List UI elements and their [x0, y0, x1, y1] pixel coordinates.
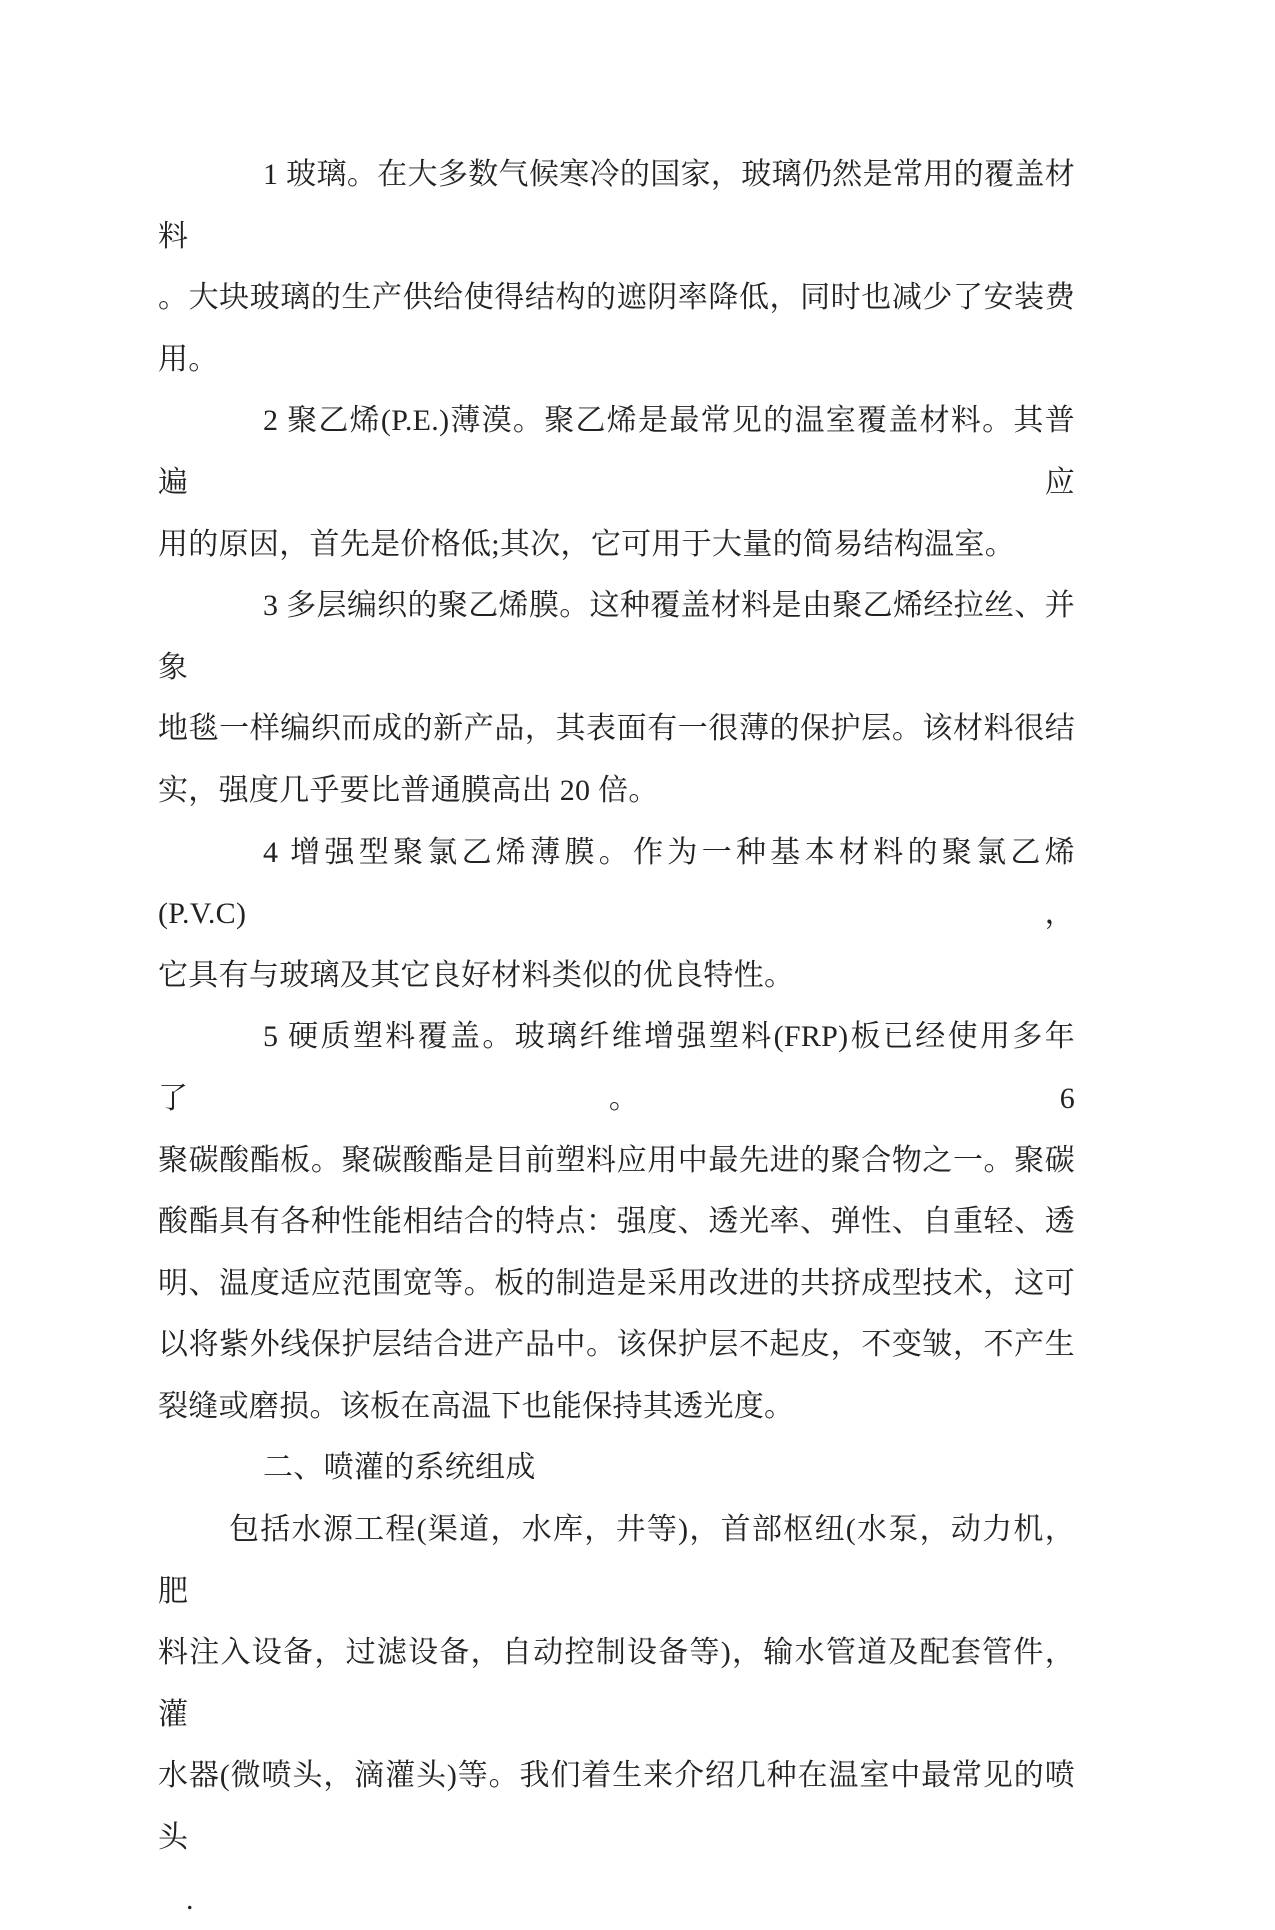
- text-line: 它具有与玻璃及其它良好材料类似的优良特性。: [158, 958, 795, 992]
- text-line: 二、喷灌的系统组成: [263, 1451, 536, 1485]
- text-line: 聚碳酸酯板。聚碳酸酯是目前塑料应用中最先进的聚合物之一。聚碳: [158, 1143, 1075, 1177]
- text-line: 4 增强型聚氯乙烯薄膜。作为一种基本材料的聚氯乙烯(P.V.C)，: [158, 835, 1075, 931]
- text-line: 1 玻璃。在大多数气候寒冷的国家，玻璃仍然是常用的覆盖材料: [158, 158, 1075, 253]
- text-line: 酸酯具有各种性能相结合的特点：强度、透光率、弹性、自重轻、透: [158, 1205, 1075, 1239]
- text-line: .: [186, 1882, 194, 1916]
- text-line: 明、温度适应范围宽等。板的制造是采用改进的共挤成型技术，这可: [158, 1266, 1075, 1300]
- text-line: 实，强度几乎要比普通膜高出 20 倍。: [158, 773, 659, 807]
- text-line: 。大块玻璃的生产供给使得结构的遮阴率降低，同时也减少了安装费: [158, 281, 1075, 315]
- text-line: 5 硬质塑料覆盖。玻璃纤维增强塑料(FRP)板已经使用多年了。6: [158, 1020, 1075, 1115]
- text-line: 3 多层编织的聚乙烯膜。这种覆盖材料是由聚乙烯经拉丝、并象: [158, 589, 1075, 684]
- text-line: 水器(微喷头，滴灌头)等。我们着生来介绍几种在温室中最常见的喷头: [158, 1759, 1075, 1855]
- text-line: 以将紫外线保护层结合进产品中。该保护层不起皮，不变皱，不产生: [158, 1328, 1075, 1362]
- text-line: 地毯一样编织而成的新产品，其表面有一很薄的保护层。该材料很结: [158, 712, 1075, 746]
- document-body: [158, 144, 1075, 1930]
- text-line: 用的原因，首先是价格低;其次，它可用于大量的简易结构温室。: [158, 527, 1016, 561]
- text-line: 料注入设备，过滤设备，自动控制设备等)，输水管道及配套管件，灌: [158, 1636, 1075, 1731]
- text-line: 2 聚乙烯(P.E.)薄漠。聚乙烯是最常见的温室覆盖材料。其普遍应: [158, 404, 1075, 499]
- text-line: 包括水源工程(渠道，水库，井等)，首部枢纽(水泵，动力机，肥: [158, 1513, 1075, 1608]
- text-line: 用。: [158, 342, 219, 376]
- text-line: 裂缝或磨损。该板在高温下也能保持其透光度。: [158, 1389, 795, 1423]
